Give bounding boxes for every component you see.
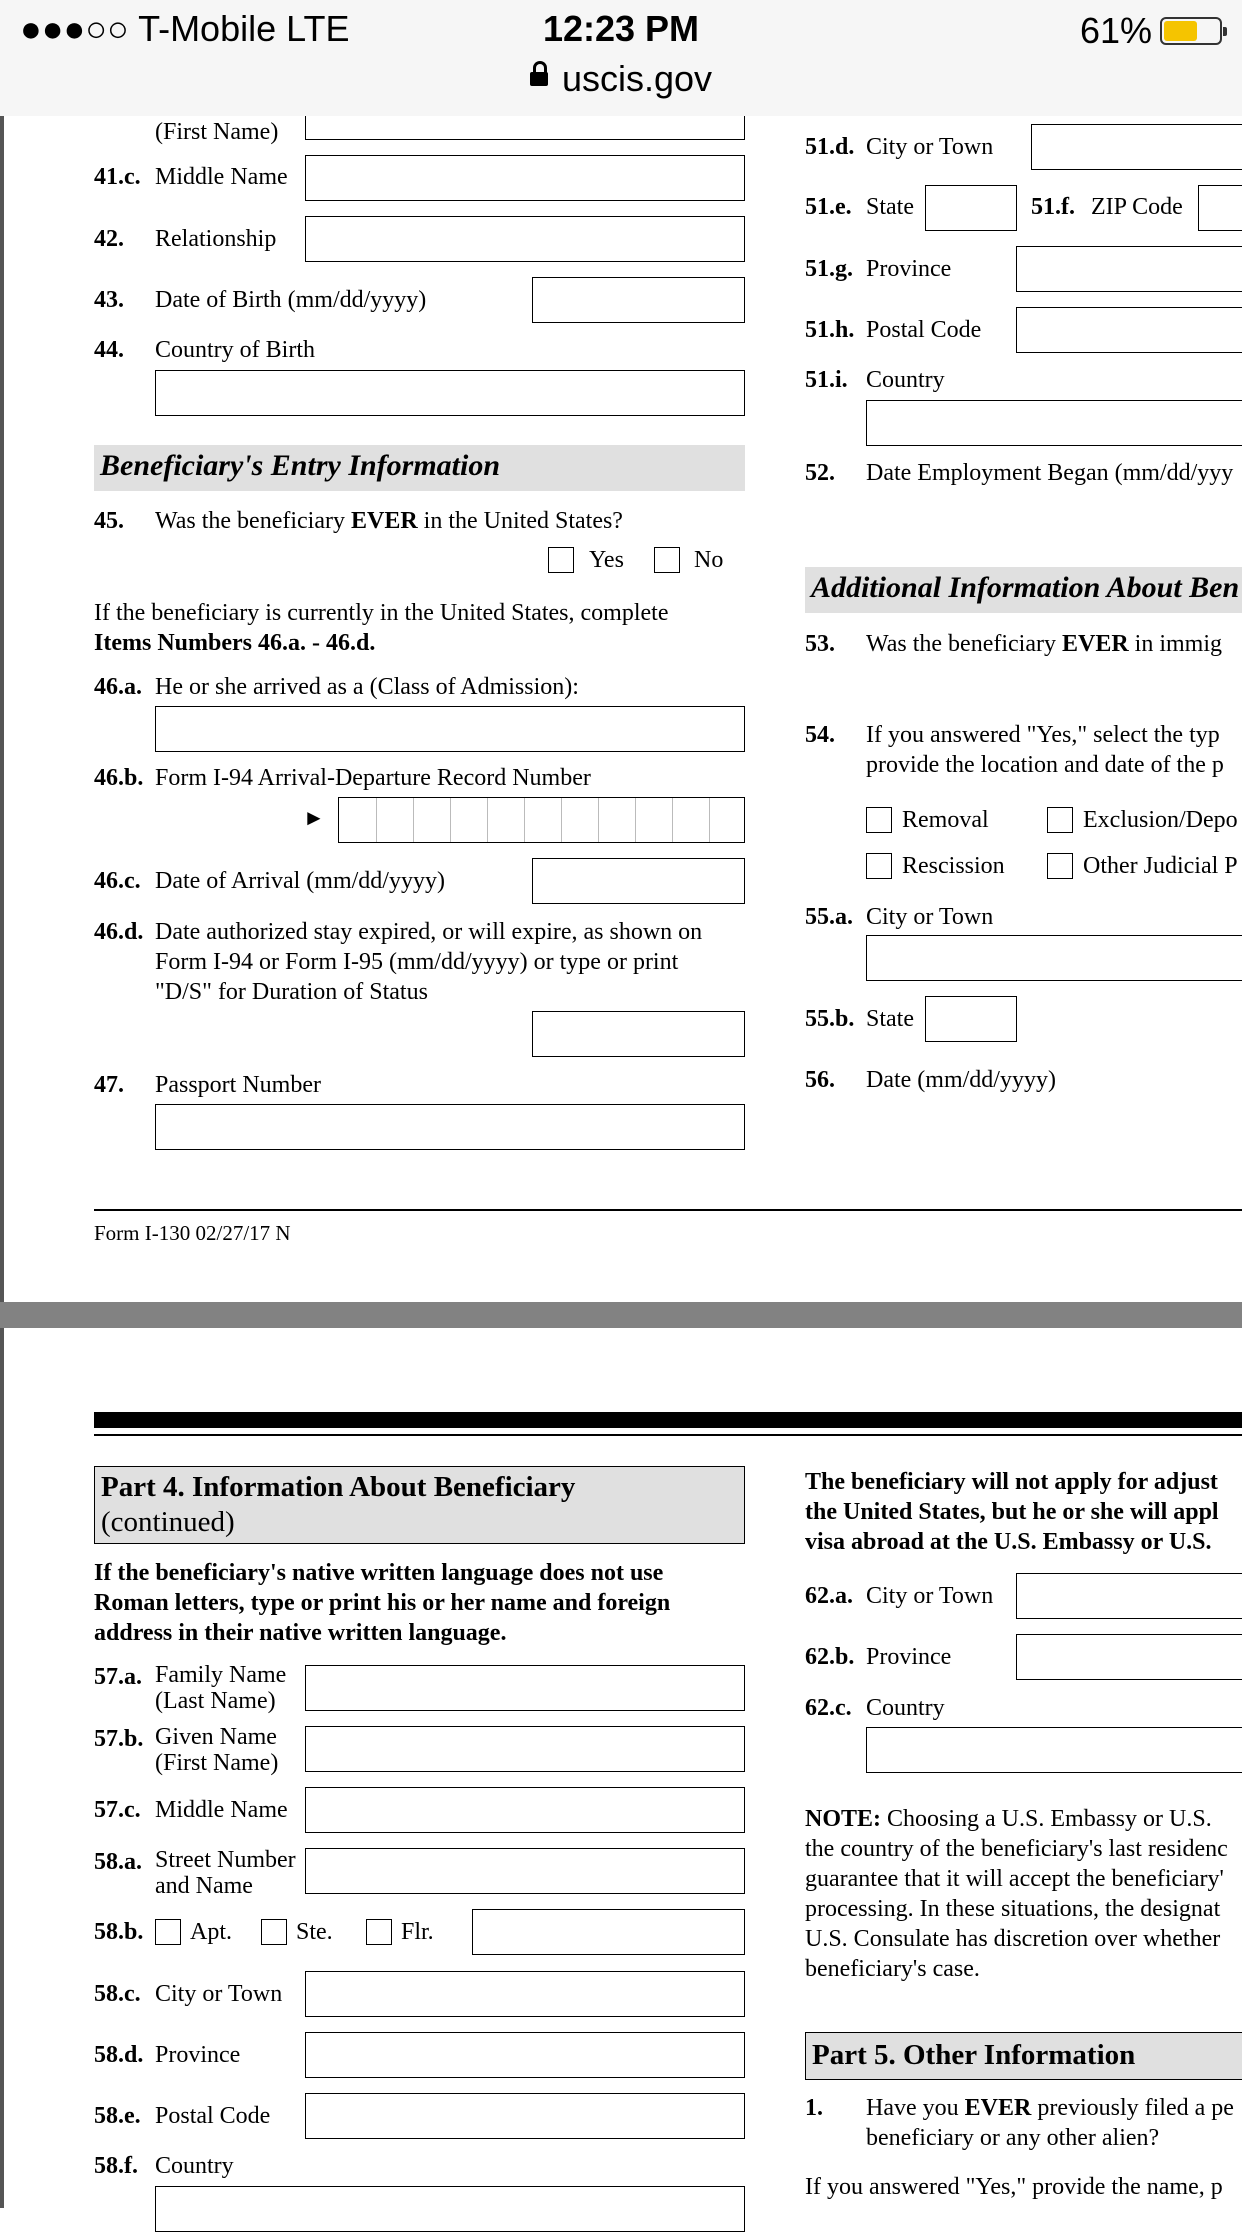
state-label: State — [866, 194, 914, 220]
stay-expiry-label: Form I-94 or Form I-95 (mm/dd/yyyy) or type or print — [155, 949, 679, 975]
class-of-admission-label: He or she arrived as a (Class of Admission): — [155, 674, 579, 700]
i94-digit-divider — [524, 798, 525, 842]
part-4-title: Part 4. Information About Beneficiary — [101, 1471, 576, 1503]
city-label: City or Town — [866, 1583, 994, 1609]
no-label: No — [694, 547, 724, 573]
apt-checkbox[interactable] — [155, 1919, 181, 1945]
question-45: Was the beneficiary EVER in the United States? — [155, 508, 623, 534]
item-number: 51.h. — [805, 317, 855, 343]
city-input[interactable] — [305, 1971, 745, 2017]
section-header: Additional Information About Ben — [805, 567, 1242, 613]
item-number: 1. — [805, 2095, 823, 2121]
yes-label: Yes — [589, 547, 624, 573]
instruction-text-bold: If the beneficiary's native written language does not use — [94, 1560, 664, 1586]
flr-checkbox[interactable] — [366, 1919, 392, 1945]
class-of-admission-input[interactable] — [155, 706, 745, 752]
item-number: 47. — [94, 1072, 124, 1098]
consular-note-bold: the United States, but he or she will appl — [805, 1499, 1219, 1525]
item-number: 46.a. — [94, 674, 142, 700]
given-name-input[interactable] — [305, 116, 745, 140]
relationship-input[interactable] — [305, 216, 745, 262]
province-input[interactable] — [305, 2032, 745, 2078]
section-header: Beneficiary's Entry Information — [94, 445, 745, 491]
battery-indicator — [1080, 10, 1222, 52]
middle-name-label: Middle Name — [155, 1797, 288, 1823]
note-text: guarantee that it will accept the beneficiary' — [805, 1866, 1224, 1892]
item-number: 52. — [805, 460, 835, 486]
province-input[interactable] — [1016, 1634, 1242, 1680]
note-text: processing. In these situations, the designat — [805, 1896, 1221, 1922]
item-number: 54. — [805, 722, 835, 748]
item-number: 57.c. — [94, 1797, 141, 1823]
instruction-text: If you answered "Yes," provide the name, p — [805, 2174, 1223, 2200]
item-number: 46.b. — [94, 765, 144, 791]
zip-code-input[interactable] — [1198, 185, 1242, 231]
removal-label: Removal — [902, 807, 989, 833]
item-number: 45. — [94, 508, 124, 534]
middle-name-input[interactable] — [305, 1787, 745, 1833]
question-1: beneficiary or any other alien? — [866, 2125, 1160, 2151]
ste-checkbox[interactable] — [261, 1919, 287, 1945]
i94-digit-divider — [561, 798, 562, 842]
lock-icon — [530, 72, 548, 86]
i94-number-label: Form I-94 Arrival-Departure Record Number — [155, 765, 591, 791]
url-text: uscis.gov — [561, 58, 713, 99]
province-label: Province — [866, 256, 952, 282]
street-input[interactable] — [305, 1848, 745, 1894]
item-number: 58.a. — [94, 1849, 142, 1875]
family-name-input[interactable] — [305, 1665, 745, 1711]
rescission-label: Rescission — [902, 853, 1005, 879]
stay-expiry-input[interactable] — [532, 1011, 745, 1057]
country-input[interactable] — [866, 1727, 1242, 1773]
middle-name-label: Middle Name — [155, 164, 288, 190]
item-number: 58.b. — [94, 1919, 144, 1945]
exclusion-label: Exclusion/Depo — [1083, 807, 1238, 833]
item-number: 57.b. — [94, 1726, 144, 1752]
item-number: 51.e. — [805, 194, 852, 220]
i94-digit-divider — [450, 798, 451, 842]
given-name-label: (First Name) — [155, 1750, 279, 1776]
passport-number-label: Passport Number — [155, 1072, 321, 1098]
zip-code-label: ZIP Code — [1091, 194, 1183, 220]
city-input[interactable] — [1016, 1573, 1242, 1619]
carrier-signal: ●●●○○ T-Mobile LTE — [20, 8, 350, 49]
relationship-label: Relationship — [155, 226, 277, 252]
country-of-birth-input[interactable] — [155, 370, 745, 416]
street-label: Street Number — [155, 1847, 296, 1873]
item-number: 62.b. — [805, 1644, 855, 1670]
i94-digit-divider — [598, 798, 599, 842]
item-number: 41.c. — [94, 164, 141, 190]
item-number: 58.c. — [94, 1981, 141, 2007]
instruction-text-bold: Items Numbers 46.a. - 46.d. — [94, 630, 376, 656]
page-top-rule — [94, 1412, 1242, 1428]
city-label: City or Town — [866, 904, 994, 930]
family-name-label: (Last Name) — [155, 1688, 276, 1714]
item-number: 55.b. — [805, 1006, 855, 1032]
item-number: 55.a. — [805, 904, 853, 930]
arrow-icon: ► — [303, 805, 325, 830]
ste-label: Ste. — [296, 1919, 333, 1945]
page-edge — [0, 116, 4, 2208]
item-number: 62.c. — [805, 1695, 852, 1721]
item-number: 62.a. — [805, 1583, 853, 1609]
yes-checkbox[interactable] — [548, 547, 574, 573]
city-input[interactable] — [1031, 124, 1242, 170]
country-input[interactable] — [155, 2186, 745, 2232]
rescission-checkbox[interactable] — [866, 853, 892, 879]
city-label: City or Town — [866, 134, 994, 160]
postal-code-input[interactable] — [305, 2093, 745, 2139]
instruction-text: If the beneficiary is currently in the United States, complete — [94, 600, 669, 626]
note-text: NOTE: Choosing a U.S. Embassy or U.S. — [805, 1806, 1212, 1832]
item-number: 51.f. — [1031, 194, 1075, 220]
item-number: 57.a. — [94, 1664, 142, 1690]
question-53: Was the beneficiary EVER in immig — [866, 631, 1223, 657]
battery-percent: 61% — [1079, 10, 1152, 51]
clock: 12:23 PM — [542, 8, 700, 49]
item-number: 46.c. — [94, 868, 141, 894]
employment-began-label: Date Employment Began (mm/dd/yyy — [866, 460, 1234, 486]
street-label: and Name — [155, 1873, 253, 1899]
state-input[interactable] — [925, 185, 1017, 231]
first-name-label: (First Name) — [155, 119, 279, 145]
item-number: 46.d. — [94, 919, 144, 945]
item-number: 51.d. — [805, 134, 855, 160]
item-number: 58.e. — [94, 2103, 141, 2129]
page-top-rule-thin — [94, 1434, 1242, 1436]
country-label: Country — [866, 1695, 945, 1721]
i94-digit-divider — [635, 798, 636, 842]
i94-digit-divider — [413, 798, 414, 842]
i94-digit-divider — [709, 798, 710, 842]
part-5-header — [805, 2032, 1242, 2080]
item-number: 58.d. — [94, 2042, 144, 2068]
other-judicial-checkbox[interactable] — [1047, 853, 1073, 879]
i94-digit-divider — [487, 798, 488, 842]
country-input[interactable] — [866, 400, 1242, 446]
item-number: 42. — [94, 226, 124, 252]
instruction-text-bold: Roman letters, type or print his or her name and foreign — [94, 1590, 671, 1616]
item-number: 56. — [805, 1067, 835, 1093]
no-checkbox[interactable] — [654, 547, 680, 573]
date-of-birth-label: Date of Birth (mm/dd/yyyy) — [155, 287, 427, 313]
i94-digit-divider — [376, 798, 377, 842]
part-4-header — [94, 1466, 745, 1544]
postal-code-input[interactable] — [1016, 307, 1242, 353]
state-label: State — [866, 1006, 914, 1032]
given-name-label: Given Name — [155, 1724, 277, 1750]
country-of-birth-label: Country of Birth — [155, 337, 315, 363]
country-label: Country — [155, 2153, 234, 2179]
date-of-birth-input[interactable] — [532, 277, 745, 323]
middle-name-input[interactable] — [305, 155, 745, 201]
footer-rule — [94, 1209, 1242, 1211]
date-label: Date (mm/dd/yyyy) — [866, 1067, 1056, 1093]
item-number: 51.g. — [805, 256, 853, 282]
date-of-arrival-label: Date of Arrival (mm/dd/yyyy) — [155, 868, 445, 894]
given-name-input[interactable] — [305, 1726, 745, 1772]
city-label: City or Town — [155, 1981, 283, 2007]
removal-checkbox[interactable] — [866, 807, 892, 833]
form-footer: Form I-130 02/27/17 N — [94, 1221, 291, 1245]
other-judicial-label: Other Judicial P — [1083, 853, 1238, 879]
passport-number-input[interactable] — [155, 1104, 745, 1150]
flr-label: Flr. — [401, 1919, 434, 1945]
country-label: Country — [866, 367, 945, 393]
consular-note-bold: visa abroad at the U.S. Embassy or U.S. — [805, 1529, 1212, 1555]
family-name-label: Family Name — [155, 1662, 287, 1688]
part-5-title: Part 5. Other Information — [812, 2039, 1136, 2071]
item-number: 53. — [805, 631, 835, 657]
city-input[interactable] — [866, 935, 1242, 981]
instruction-text-bold: address in their native written language. — [94, 1620, 507, 1646]
i94-number-input[interactable] — [338, 797, 745, 843]
note-text: U.S. Consulate has discretion over whether — [805, 1926, 1221, 1952]
note-text: beneficiary's case. — [805, 1956, 980, 1982]
item-number: 44. — [94, 337, 124, 363]
note-text: the country of the beneficiary's last residenc — [805, 1836, 1228, 1862]
question-1: Have you EVER previously filed a pe — [866, 2095, 1234, 2121]
address-bar[interactable] — [0, 58, 1242, 100]
postal-code-label: Postal Code — [155, 2103, 271, 2129]
stay-expiry-label: "D/S" for Duration of Status — [155, 979, 428, 1005]
state-input[interactable] — [925, 996, 1017, 1042]
battery-icon — [1160, 17, 1222, 45]
part-4-subtitle: (continued) — [101, 1506, 235, 1538]
date-of-arrival-input[interactable] — [532, 858, 745, 904]
i94-digit-divider — [672, 798, 673, 842]
item-number: 51.i. — [805, 367, 848, 393]
exclusion-checkbox[interactable] — [1047, 807, 1073, 833]
unit-number-input[interactable] — [472, 1909, 745, 1955]
item-number: 58.f. — [94, 2153, 138, 2179]
province-input[interactable] — [1016, 246, 1242, 292]
page-separator — [0, 1302, 1242, 1328]
item-number: 43. — [94, 287, 124, 313]
province-label: Province — [155, 2042, 241, 2068]
question-54: If you answered "Yes," select the typ — [866, 722, 1220, 748]
consular-note-bold: The beneficiary will not apply for adjust — [805, 1469, 1218, 1495]
question-54: provide the location and date of the p — [866, 752, 1224, 778]
stay-expiry-label: Date authorized stay expired, or will expire, as shown on — [155, 919, 703, 945]
status-bar — [0, 0, 1242, 117]
province-label: Province — [866, 1644, 952, 1670]
postal-code-label: Postal Code — [866, 317, 982, 343]
apt-label: Apt. — [190, 1919, 232, 1945]
